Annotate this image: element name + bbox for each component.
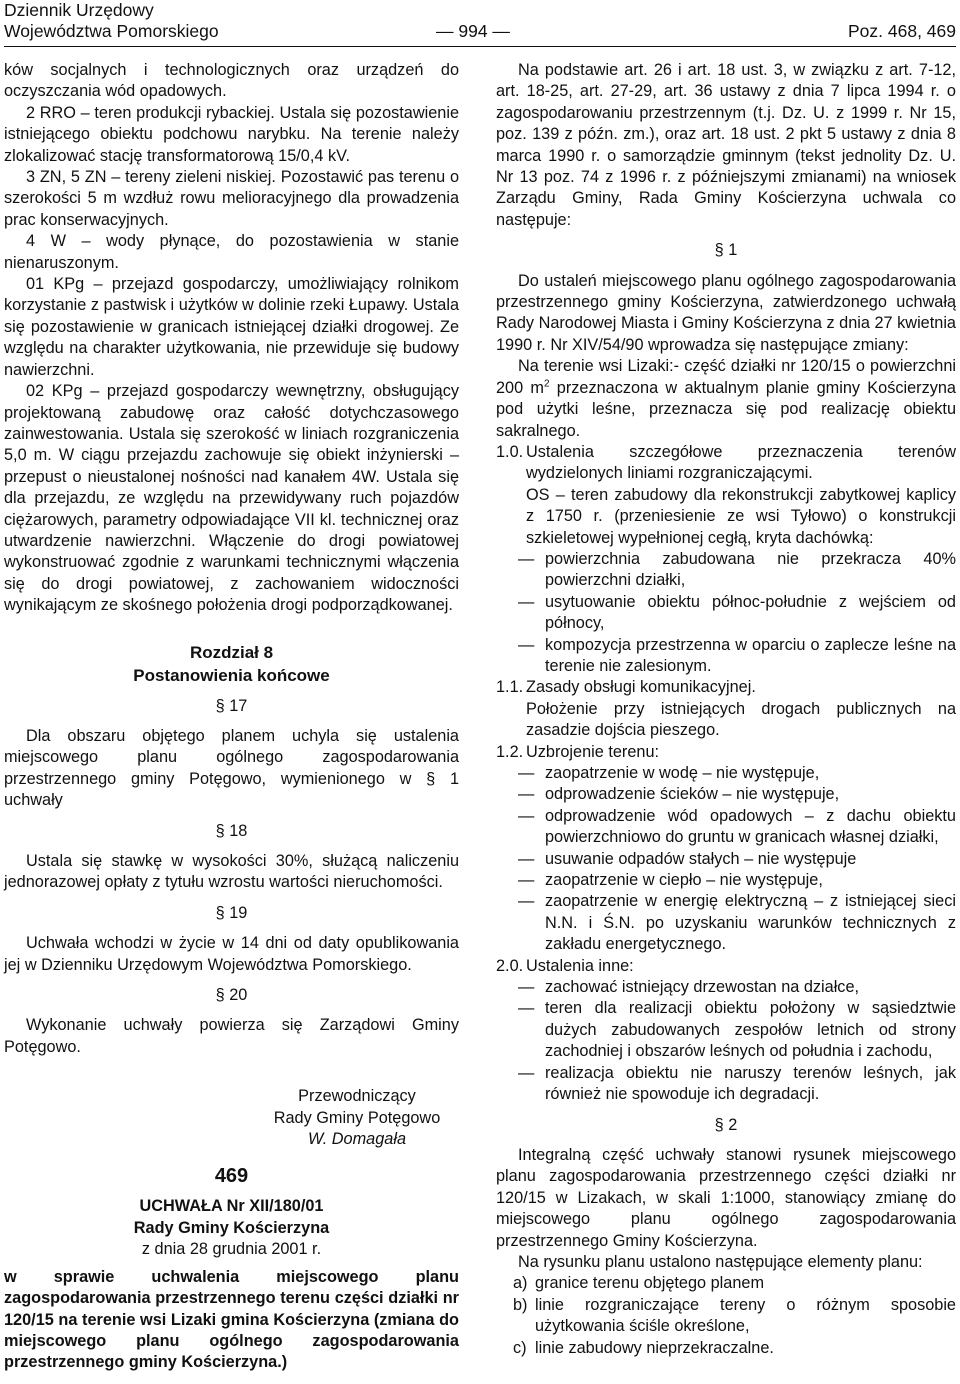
item-number: 1.0. xyxy=(496,442,524,461)
list-item-text: granice terenu objętego planem xyxy=(535,1274,765,1293)
signature-name: W. Domagała xyxy=(307,1130,407,1149)
paragraph: 02 KPg – przejazd gospodarczy wewnętrzny, obsługujący projektowaną zabudowę oraz całość dotychczasowego zainwestowania. Ustala się szerokość w liniach rozgraniczenia 5,0 m. W ciągu przejazdu zachowuje się obiekt inżynierski – przepust o nieustalonej nośności nad kanałem 4W. Ustala się dla przejazdu, ze względu na przewidywany ruch pojazdów ciężarowych, parametry odpowiadające VII kl. technicznej oraz utwardzenie nawierzchni. Włączenie do drogi powiatowej wykonstruować zgodnie z warunkami technicznymi włączenia się do drogi powiatowej, z zachowaniem widoczności wynikającym ze skośnego położenia drogi podporządkowanej. xyxy=(4,382,459,615)
list-item xyxy=(496,806,956,849)
document-number: 469 xyxy=(214,1165,249,1188)
section-heading: § 1 xyxy=(714,241,738,260)
section-heading: § 18 xyxy=(215,821,248,840)
resolution-date: z dnia 28 grudnia 2001 r. xyxy=(141,1240,322,1259)
item-number: 1.1. xyxy=(496,678,524,697)
signature-council: Rady Gminy Potęgowo xyxy=(273,1108,441,1127)
item-text: Ustalenia inne: xyxy=(526,956,634,975)
list-item-text: zaopatrzenie w energię elektryczną – z istniejącej sieci N.N. i Ś.N. po uzyskaniu warunków technicznych z zakładu energetycznego. xyxy=(545,892,956,954)
section-heading: § 2 xyxy=(714,1115,738,1134)
list-item xyxy=(496,1063,956,1106)
dash-marker: — xyxy=(518,764,535,782)
numbered-item xyxy=(496,956,956,977)
list-item xyxy=(496,891,956,955)
page-header xyxy=(0,0,960,46)
list-item-text: usytuowanie obiektu północ-południe z wejściem od północy, xyxy=(545,592,956,633)
numbered-item xyxy=(496,442,956,485)
paragraph: 01 KPg – przejazd gospodarczy, umożliwiający rolnikom korzystanie z pastwisk i użytków w dolinie rzeki Łupawy. Ustala się pozostawienie w granicach istniejącej działki drogowej. Ze względu na charakter użytkowania, nie przewiduje się budowy nawierzchni. xyxy=(4,275,459,379)
item-text: Ustalenia szczegółowe przeznaczenia terenów wydzielonych liniami rozgraniczającymi. xyxy=(526,442,956,483)
paragraph: Integralną część uchwały stanowi rysunek miejscowego planu zagospodarowania przestrzennego części działki nr 120/15 w Lizakach, w skali 1:1000, stanowiący zmianę do miejscowego planu ogólnego zagospodarowania przestrzennego Gminy Kościerzyna. xyxy=(496,1145,956,1250)
item-text: Uzbrojenie terenu: xyxy=(526,742,660,761)
section-heading: § 17 xyxy=(215,696,248,715)
list-item-text: zachować istniejący drzewostan na działce, xyxy=(545,978,860,997)
list-item-text: odprowadzenie ścieków – nie występuje, xyxy=(545,785,840,804)
paragraph: Uchwała wchodzi w życie w 14 dni od daty opublikowania jej w Dzienniku Urzędowym Województwa Pomorskiego. xyxy=(4,934,459,974)
resolution-title: UCHWAŁA Nr XII/180/01 xyxy=(139,1197,324,1216)
list-item xyxy=(496,763,956,784)
list-item xyxy=(496,870,956,891)
dash-marker: — xyxy=(518,806,535,825)
utilities-list xyxy=(496,763,956,956)
paragraph: Do ustaleń miejscowego planu ogólnego zagospodarowania przestrzennego gminy Kościerzyna, zatwierdzonego uchwałą Rady Narodowej Miasta i Gminy Kościerzyna z dnia 27 kwietnia 1990 r. Nr XIV/54/90 wprowadza się następujące zmiany: xyxy=(496,271,956,354)
list-item xyxy=(496,977,956,998)
zoning-list xyxy=(496,549,956,677)
list-item xyxy=(496,849,956,870)
dash-marker: — xyxy=(518,871,535,890)
right-column xyxy=(496,60,956,1359)
list-item xyxy=(496,784,956,805)
list-item xyxy=(496,1273,956,1294)
paragraph: Dla obszaru objętego planem uchyla się ustalenia miejscowego planu ogólnego zagospodarowania przestrzennego gminy Potęgowo, wymienionego w § 1 uchwały xyxy=(4,726,459,810)
dash-marker: — xyxy=(518,635,535,654)
legal-basis: Na podstawie art. 26 i art. 18 ust. 3, w związku z art. 7-12, art. 18-25, art. 27-29, art. 36 ustawy z dnia 7 lipca 1994 r. o zagospodarowaniu przestrzennym (t.j. Dz. U. z 1999 r. Nr 15, poz. 139 z późn. zm.), oraz art. 18 ust. 2 pkt 5 ustawy z dnia 8 marca 1990 r. o samorządzie gminnym (tekst jednolity Dz. U. Nr 13 poz. 74 z 1996 r. z późniejszymi zmianami) na wniosek Zarządu Gminy, Rada Gminy Kościerzyna uchwala co następuje: xyxy=(496,61,956,229)
list-item-text: realizacja obiektu nie naruszy terenów leśnych, jak również nie spowoduje ich degradacji. xyxy=(545,1063,956,1104)
letter-marker: c) xyxy=(513,1338,527,1357)
paragraph: Położenie przy istniejących drogach publicznych na zasadzie dojścia pieszego. xyxy=(526,699,956,740)
list-item-text: zaopatrzenie w ciepło – nie występuje, xyxy=(545,871,823,890)
numbered-item xyxy=(496,677,956,698)
plan-elements-list xyxy=(496,1273,956,1359)
dash-marker: — xyxy=(518,785,535,804)
letter-marker: a) xyxy=(513,1274,528,1293)
dash-marker: — xyxy=(518,892,535,911)
journal-region: Województwa Pomorskiego xyxy=(4,21,219,41)
signature-role: Przewodniczący xyxy=(298,1087,416,1106)
paragraph-part: przeznaczona w aktualnym planie gminy Kościerzyna pod użytki leśne, przeznacza się pod realizację obiektu sakralnego. xyxy=(496,378,956,440)
paragraph xyxy=(496,356,956,442)
section-heading: § 20 xyxy=(215,986,248,1005)
list-item-text: linie rozgraniczające tereny o różnym sposobie użytkowania ściśle określone, xyxy=(535,1295,956,1336)
dash-marker: — xyxy=(518,592,535,611)
section-heading: § 19 xyxy=(215,903,248,922)
paragraph: Na rysunku planu ustalono następujące elementy planu: xyxy=(518,1252,923,1271)
dash-marker: — xyxy=(518,999,535,1018)
paragraph: Ustala się stawkę w wysokości 30%, służącą naliczeniu jednorazowej opłaty z tytułu wzrostu wartości nieruchomości. xyxy=(4,852,459,892)
page-number: — 994 — xyxy=(436,21,510,41)
list-item-text: zaopatrzenie w wodę – nie występuje, xyxy=(545,764,820,782)
item-text: Zasady obsługi komunikacyjnej. xyxy=(526,678,756,697)
paragraph: OS – teren zabudowy dla rekonstrukcji zabytkowej kaplicy z 1750 r. (przeniesienie ze wsi Tyłowo) o konstrukcji szkieletowej wypełnionej cegłą, kryta dachówką: xyxy=(526,485,956,547)
letter-marker: b) xyxy=(513,1295,528,1314)
dash-marker: — xyxy=(518,549,535,568)
dash-marker: — xyxy=(518,1063,535,1082)
list-item xyxy=(496,592,956,635)
list-item-text: usuwanie odpadów stałych – nie występuje xyxy=(545,849,857,868)
list-item-text: linie zabudowy nieprzekraczalne. xyxy=(535,1338,774,1357)
position-number: Poz. 468, 469 xyxy=(848,21,956,41)
dash-marker: — xyxy=(518,978,535,997)
superscript: 2 xyxy=(543,378,550,390)
list-item xyxy=(496,1338,956,1359)
paragraph: 4 W – wody płynące, do pozostawienia w stanie nienaruszonym. xyxy=(4,232,459,272)
list-item xyxy=(496,998,956,1062)
other-list xyxy=(496,977,956,1105)
list-item xyxy=(496,635,956,678)
list-item-text: odprowadzenie wód opadowych – z dachu obiektu powierzchniowo do gruntu w granicach własnej działki, xyxy=(545,806,956,847)
paragraph: 2 RRO – teren produkcji rybackiej. Ustala się pozostawienie istniejącego obiektu podchowu narybku. Na terenie należy zlokalizować stację transformatorową 15/0,4 kV. xyxy=(4,103,459,165)
paragraph: ków socjalnych i technologicznych oraz urządzeń do oczyszczania wód opadowych. xyxy=(4,61,459,101)
dash-marker: — xyxy=(518,849,535,868)
item-number: 1.2. xyxy=(496,742,524,761)
resolution-issuer: Rady Gminy Kościerzyna xyxy=(133,1218,330,1237)
list-item xyxy=(496,549,956,592)
numbered-item xyxy=(496,742,956,763)
list-item-text: teren dla realizacji obiektu położony w sąsiedztwie dużych zabudowanych zespołów letnich od strony zachodniej i obszarów leśnych od południa i zachodu, xyxy=(545,999,956,1061)
header-rule xyxy=(4,46,956,47)
paragraph: Wykonanie uchwały powierza się Zarządowi Gminy Potęgowo. xyxy=(4,1016,459,1056)
journal-title: Dziennik Urzędowy xyxy=(4,0,154,20)
list-item-text: powierzchnia zabudowana nie przekracza 40% powierzchni działki, xyxy=(545,549,956,590)
chapter-number: Rozdział 8 xyxy=(189,642,274,662)
item-number: 2.0. xyxy=(496,956,524,975)
resolution-subject: w sprawie uchwalenia miejscowego planu zagospodarowania przestrzennego terenu części działki nr 120/15 na terenie wsi Lizaki gmina Kościerzyna (zmiana do miejscowego planu ogólnego zagospodarowania przestrzennego gminy Kościerzyna.) xyxy=(4,1267,459,1372)
list-item-text: kompozycja przestrzenna w oparciu o zaplecze leśne na terenie nie zalesionym. xyxy=(545,635,956,675)
paragraph: 3 ZN, 5 ZN – tereny zieleni niskiej. Pozostawić pas terenu o szerokości 5 m wzdłuż rowu melioracyjnego dla prowadzenia prac konserwacyjnych. xyxy=(4,168,459,229)
list-item xyxy=(496,1295,956,1338)
chapter-title: Postanowienia końcowe xyxy=(133,665,330,685)
left-column xyxy=(4,60,459,1374)
paragraph-part: Na terenie wsi Lizaki:- część działki nr 120/15 o powierzchni 200 m xyxy=(496,357,956,397)
